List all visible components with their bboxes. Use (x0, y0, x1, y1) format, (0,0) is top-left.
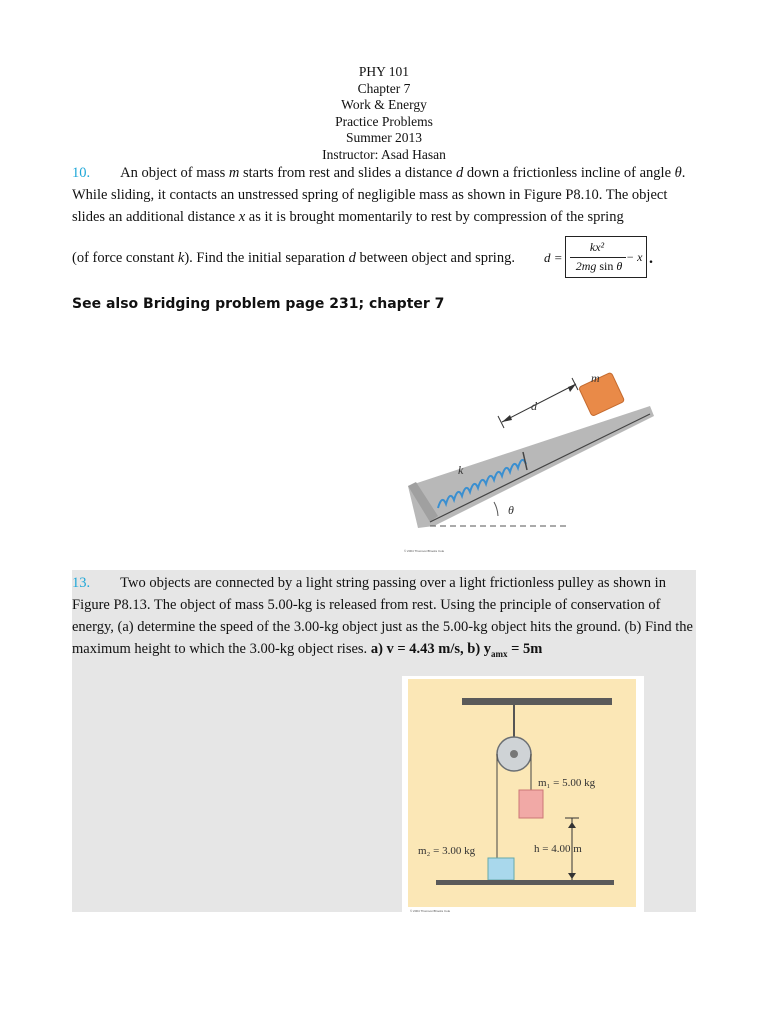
problem-10-text: 10. An object of mass m starts from rest and slides a distance d down a frictionless incline of angle θ. While sliding, it contacts an unstressed spring of negligible mass as shown in Figure P8.10. The object slides an additional distance x as it is brought momentarily to rest by compression of the spring (72, 165, 686, 225)
ground-bar (436, 880, 614, 885)
problem-10-question: (of force constant k). Find the initial separation d between object and spring. (72, 250, 515, 266)
label-d: d (531, 399, 537, 413)
pulley-axle (510, 750, 518, 758)
figure-p8-10 (398, 366, 656, 558)
answer-formula-box (565, 236, 647, 278)
figure-p8-13 (402, 676, 644, 914)
label-h: h = 4.00 m (534, 843, 582, 855)
formula-tail: − x (626, 250, 643, 264)
mass-m1-block (519, 790, 543, 818)
document-header (0, 64, 768, 163)
mass-m2-block (488, 858, 514, 880)
label-m1: m₁ = 5.00 kg (538, 777, 596, 789)
problem-13-answer: a) v = 4.43 m/s, b) $y_{amx} = 5m$ (367, 641, 543, 659)
label-theta: θ (508, 503, 514, 517)
problem-13-number: 13. (72, 575, 91, 591)
term: Summer 2013 (345, 130, 423, 145)
figure1-credit: © 2004 Thomson/Brooks Cole (404, 549, 445, 553)
formula-numerator: kx² (589, 240, 605, 254)
doc-type: Practice Problems (335, 113, 433, 129)
chapter-title: Chapter 7 (357, 80, 411, 96)
label-m: m (591, 371, 600, 385)
problem-10-question-line (72, 236, 696, 280)
formula-lhs: d = (544, 250, 563, 265)
problem-10-number: 10. (72, 165, 91, 181)
label-m2: m₂ = 3.00 kg (418, 845, 476, 857)
label-k: k (458, 463, 464, 477)
ceiling-bar (462, 698, 612, 705)
figure2-credit: © 2004 Thomson/Brooks Cole (410, 909, 451, 913)
problem-13-text: 13. Two objects are connected by a light string passing over a light frictionless pulley as shown in Figure P8.13. The object of mass 5.00-kg is released from rest. Using the principle of conservation of energy, (a) determine the speed of the 3.00-kg object just as the 5.00-kg object hits the ground. (b) Find the maximum height to which the 3.00-kg object rises. a) v = 4.43 m/s, b) $y_{amx} = 5m$ (72, 575, 693, 659)
fraction-bar (570, 257, 626, 258)
see-also-note: See also Bridging problem page 231; chapter 7 (72, 296, 445, 312)
formula-period: . (649, 250, 653, 267)
course-title: PHY 101 (358, 64, 410, 79)
topic-title: Work & Energy (341, 97, 427, 112)
formula-denominator: 2mg sin θ (575, 259, 623, 273)
instructor: Instructor: Asad Hasan (322, 146, 446, 162)
